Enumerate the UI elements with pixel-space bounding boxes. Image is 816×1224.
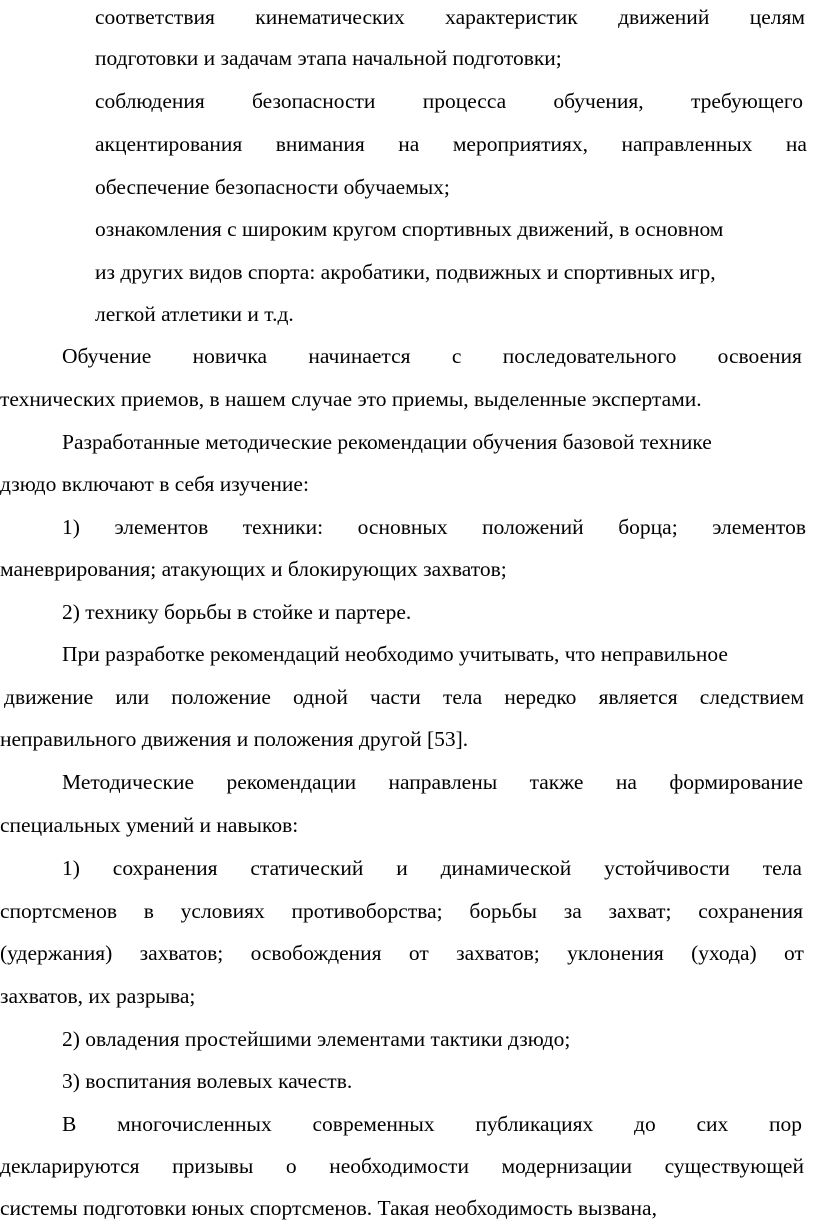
text-line	[0, 940, 804, 966]
word: на	[398, 132, 420, 156]
text-line	[95, 131, 807, 157]
word: (ухода)	[691, 941, 757, 965]
word: нередко	[504, 685, 577, 709]
text-line: подготовки и задачам этапа начальной подготовки;	[95, 46, 562, 70]
word: рекомендации	[226, 770, 357, 794]
word: направлены	[388, 770, 498, 794]
word: кинематических	[255, 5, 405, 29]
text-line	[95, 4, 805, 30]
word: элементов	[114, 515, 209, 539]
word: требующего	[690, 89, 803, 113]
word: тела	[762, 856, 802, 880]
word: противоборства;	[291, 899, 443, 923]
word: призывы	[172, 1154, 254, 1178]
word: соблюдения	[95, 89, 205, 113]
text-line: маневрирования; атакующих и блокирующих захватов;	[0, 557, 507, 581]
word: или	[115, 685, 150, 709]
text-line	[62, 343, 802, 369]
text-line: Разработанные методические рекомендации обучения базовой технике	[62, 430, 712, 454]
word: новичка	[192, 344, 268, 368]
text-line: обеспечение безопасности обучаемых;	[95, 175, 450, 199]
text-line	[4, 684, 804, 710]
word: до	[634, 1112, 656, 1136]
word: положений	[482, 515, 584, 539]
text-line: 3) воспитания волевых качеств.	[62, 1069, 353, 1093]
word: многочисленных	[117, 1112, 272, 1136]
text-line: системы подготовки юных спортсменов. Такая необходимость вызвана,	[0, 1196, 657, 1220]
word: существующей	[664, 1154, 804, 1178]
word: освобождения	[250, 941, 382, 965]
word: основных	[357, 515, 448, 539]
text-line: 2) технику борьбы в стойке и партере.	[62, 600, 412, 624]
word: техники:	[242, 515, 324, 539]
word: условиях	[180, 899, 265, 923]
word: спортсменов	[0, 899, 118, 923]
word: обучения,	[553, 89, 644, 113]
text-line: из других видов спорта: акробатики, подвижных и спортивных игр,	[95, 260, 716, 284]
word: захватов;	[139, 941, 224, 965]
word: 1)	[62, 856, 80, 880]
text-line: дзюдо включают в себя изучение:	[0, 472, 309, 496]
word: в	[143, 899, 154, 923]
word: 1)	[62, 515, 80, 539]
word: пор	[768, 1112, 802, 1136]
text-line	[62, 514, 806, 540]
text-line: специальных умений и навыков:	[0, 813, 299, 837]
word: Методические	[62, 770, 194, 794]
word: безопасности	[252, 89, 376, 113]
word: направленных	[621, 132, 753, 156]
word: необходимости	[329, 1154, 469, 1178]
word: движений	[618, 5, 710, 29]
word: тела	[442, 685, 483, 709]
word: процесса	[422, 89, 507, 113]
word: движение	[4, 685, 94, 709]
word: уклонения	[567, 941, 664, 965]
word: положение	[171, 685, 271, 709]
word: мероприятиях,	[452, 132, 589, 156]
word: В	[62, 1112, 77, 1136]
word: сохранения	[698, 899, 803, 923]
word: также	[529, 770, 584, 794]
word: от	[408, 941, 429, 965]
text-line: При разработке рекомендаций необходимо учитывать, что неправильное	[62, 642, 728, 666]
word: формирование	[669, 770, 803, 794]
text-line: захватов, их разрыва;	[0, 984, 196, 1008]
text-line: технических приемов, в нашем случае это приемы, выделенные экспертами.	[0, 387, 702, 411]
word: борьбы	[469, 899, 537, 923]
word: динамической	[440, 856, 572, 880]
text-line	[62, 855, 802, 881]
word: последовательного	[502, 344, 677, 368]
word: о	[285, 1154, 297, 1178]
word: целям	[749, 5, 805, 29]
word: элементов	[712, 515, 806, 539]
text-line	[0, 898, 803, 924]
word: сих	[696, 1112, 729, 1136]
word: освоения	[717, 344, 802, 368]
word: борца;	[618, 515, 678, 539]
word: захватов;	[456, 941, 540, 965]
word: от	[784, 941, 804, 965]
word: модернизации	[501, 1154, 633, 1178]
word: (удержания)	[0, 941, 113, 965]
word: захват;	[608, 899, 672, 923]
word: современных	[312, 1112, 435, 1136]
word: Обучение	[62, 344, 152, 368]
word: за	[563, 899, 582, 923]
word: начинается	[308, 344, 411, 368]
word: на	[785, 132, 807, 156]
word: соответствия	[95, 5, 215, 29]
text-line: 2) овладения простейшими элементами тактики дзюдо;	[62, 1027, 571, 1051]
word: и	[396, 856, 408, 880]
text-line	[62, 769, 803, 795]
word: сохранения	[112, 856, 218, 880]
text-line: неправильного движения и положения другой [53].	[0, 727, 469, 751]
word: статический	[250, 856, 364, 880]
word: с	[451, 344, 462, 368]
word: внимания	[275, 132, 365, 156]
word: одной	[293, 685, 348, 709]
text-line	[95, 88, 803, 114]
word: публикациях	[475, 1112, 594, 1136]
text-line: легкой атлетики и т.д.	[95, 302, 294, 326]
word: на	[615, 770, 637, 794]
word: декларируются	[0, 1154, 140, 1178]
text-line: ознакомления с широким кругом спортивных движений, в основном	[95, 217, 724, 241]
word: характеристик	[445, 5, 578, 29]
text-line	[0, 1153, 804, 1179]
word: следствием	[699, 685, 804, 709]
word: акцентирования	[95, 132, 243, 156]
word: устойчивости	[604, 856, 730, 880]
word: части	[370, 685, 421, 709]
word: является	[598, 685, 678, 709]
text-line	[62, 1111, 802, 1137]
